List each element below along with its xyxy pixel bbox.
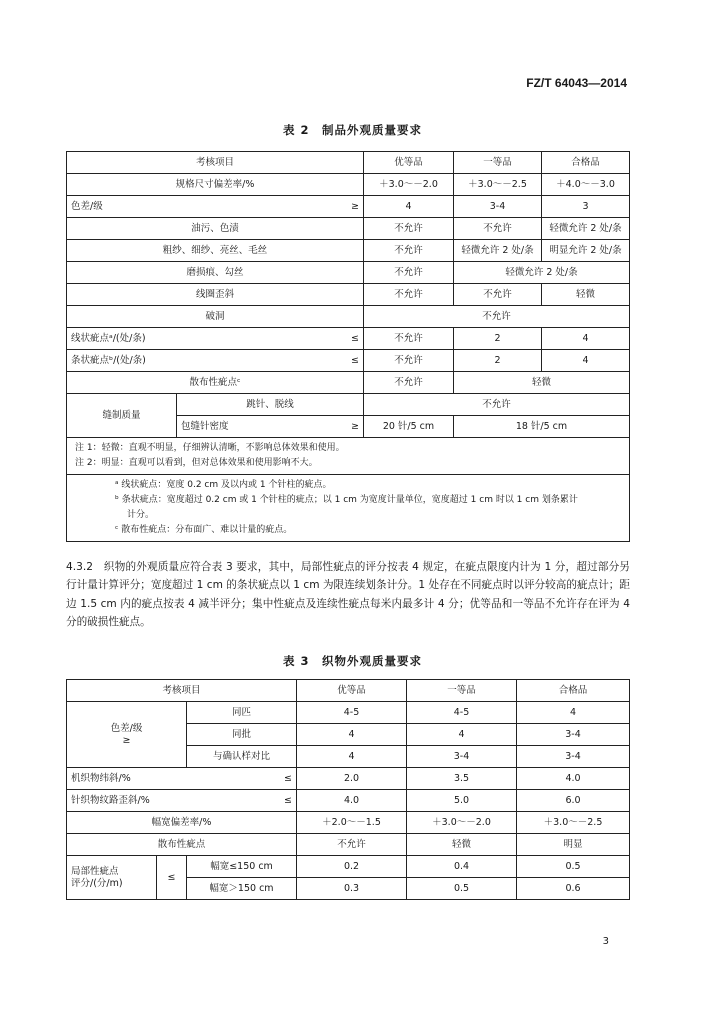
row-label: 同匹 <box>187 702 297 724</box>
row-label: 跳针、脱线 <box>177 394 364 416</box>
footnote: ᵃ 线状疵点：宽度 0.2 cm 及以内或 1 个针柱的疵点。 <box>115 480 332 490</box>
table-cell: ＋3.0～－2.5 <box>454 174 542 196</box>
row-label <box>177 416 364 438</box>
column-header: 一等品 <box>454 152 542 174</box>
table-cell: 轻微允许 2 处/条 <box>542 218 630 240</box>
row-label: 散布性疵点ᶜ <box>67 372 364 394</box>
table-cell: 3-4 <box>517 724 630 746</box>
table-cell: ＋3.0～－2.0 <box>407 812 517 834</box>
comparison-symbol: ≤ <box>157 856 187 900</box>
table-cell: 不允许 <box>454 218 542 240</box>
paragraph-4-3-2 <box>66 558 630 632</box>
row-label: 幅宽≤150 cm <box>187 856 297 878</box>
row-label <box>67 350 364 372</box>
column-header: 考核项目 <box>67 152 364 174</box>
table-cell: 不允许 <box>454 284 542 306</box>
table-cell: 明显 <box>517 834 630 856</box>
table-cell: 3-4 <box>454 196 542 218</box>
standard-code: FZ/T 64043—2014 <box>526 76 627 90</box>
table-cell: 3 <box>542 196 630 218</box>
table-row <box>67 812 630 834</box>
table-cell: ＋3.0～－2.5 <box>517 812 630 834</box>
table-cell: 3-4 <box>517 746 630 768</box>
footnote: 计分。 <box>127 510 155 520</box>
table-2-caption: 表 2 制品外观质量要求 <box>282 123 422 137</box>
comparison-symbol: ≥ <box>351 200 359 212</box>
table-cell: 不允许 <box>364 218 454 240</box>
row-label <box>67 768 297 790</box>
table-cell: 2 <box>454 350 542 372</box>
table-row <box>67 284 630 306</box>
table-cell: 0.5 <box>407 878 517 900</box>
column-header: 优等品 <box>364 152 454 174</box>
table-cell: 4-5 <box>407 702 517 724</box>
column-header: 一等品 <box>407 680 517 702</box>
table-cell: 不允许 <box>364 306 630 328</box>
table-row <box>67 350 630 372</box>
row-label-text: 针织物纹路歪斜/% <box>71 794 150 806</box>
table-cell: 不允许 <box>364 350 454 372</box>
row-label: 幅宽偏差率/% <box>67 812 297 834</box>
table-cell: 18 针/5 cm <box>454 416 630 438</box>
table-cell: 不允许 <box>297 834 407 856</box>
row-label: 油污、色渍 <box>67 218 364 240</box>
footnote: ᶜ 散布性疵点：分布面广、难以计量的疵点。 <box>115 525 293 535</box>
footnote: ᵇ 条状疵点：宽度超过 0.2 cm 或 1 个针柱的疵点；以 1 cm 为宽度计量单位，宽度超过 1 cm 时以 1 cm 划条累计 <box>115 495 578 505</box>
row-label-text: 局部性疵点 <box>71 866 119 878</box>
row-label: 缝制质量 <box>67 394 177 438</box>
table-row <box>67 372 630 394</box>
table-cell: 2.0 <box>297 768 407 790</box>
table-cell: ＋3.0～－2.0 <box>364 174 454 196</box>
page-number: 3 <box>602 936 609 947</box>
table-row <box>67 196 630 218</box>
row-label-text: 机织物纬斜/% <box>71 772 131 784</box>
table-cell: 不允许 <box>364 372 454 394</box>
row-label-text: 评分/(分/m) <box>71 877 123 889</box>
row-label-text: 色差/级 <box>71 200 103 212</box>
table-cell: 轻微 <box>407 834 517 856</box>
column-header: 优等品 <box>297 680 407 702</box>
row-label: 与确认样对比 <box>187 746 297 768</box>
table-cell: 不允许 <box>364 394 630 416</box>
table-cell: 轻微 <box>542 284 630 306</box>
row-label-text: 包缝针密度 <box>181 420 229 432</box>
table-row <box>67 240 630 262</box>
row-label: 线圈歪斜 <box>67 284 364 306</box>
table-row <box>67 394 630 416</box>
table-row <box>67 856 630 878</box>
note: 注 1：轻微：直观不明显，仔细辨认清晰，不影响总体效果和使用。 <box>75 443 345 453</box>
table-cell: 4 <box>517 702 630 724</box>
comparison-symbol: ≥ <box>351 420 359 432</box>
note: 注 2：明显：直观可以看到，但对总体效果和使用影响不大。 <box>75 458 318 468</box>
table-cell: 明显允许 2 处/条 <box>542 240 630 262</box>
row-label <box>67 196 364 218</box>
table-cell: 4 <box>297 724 407 746</box>
table-row <box>67 218 630 240</box>
comparison-symbol: ≤ <box>284 772 292 784</box>
table-cell: 轻微允许 2 处/条 <box>454 240 542 262</box>
table-cell: 5.0 <box>407 790 517 812</box>
table-cell: ＋2.0～－1.5 <box>297 812 407 834</box>
table-cell: ＋4.0～－3.0 <box>542 174 630 196</box>
clause-text: 织物的外观质量应符合表 3 要求，其中，局部性疵点的评分按表 4 规定，在疵点限度内计为 1 分，超过部分另行计量计算评分；宽度超过 1 cm 的条状疵点以 1 cm 为限连续划条计分。1 处存在不同疵点时以评分较高的疵点计；距边 1.5 cm 内的疵点按表 4 减半评分；集中性疵点及连续性疵点每米内最多计 4 分；优等品和一等品不允许存在评为 4 分的破损性疵点。 <box>66 561 631 629</box>
table-cell: 6.0 <box>517 790 630 812</box>
table-row <box>67 790 630 812</box>
table-cell: 0.5 <box>517 856 630 878</box>
row-label <box>67 790 297 812</box>
table-cell: 4 <box>542 350 630 372</box>
table-cell: 3-4 <box>407 746 517 768</box>
table-cell: 20 针/5 cm <box>364 416 454 438</box>
column-header: 考核项目 <box>67 680 297 702</box>
table-cell: 不允许 <box>364 262 454 284</box>
table-cell: 不允许 <box>364 328 454 350</box>
table-row <box>67 174 630 196</box>
table-3 <box>66 679 630 900</box>
table-cell: 2 <box>454 328 542 350</box>
column-header: 合格品 <box>517 680 630 702</box>
table-2 <box>66 151 630 542</box>
row-label-text: 色差/级 <box>110 723 143 735</box>
table-row <box>67 262 630 284</box>
table-row <box>67 680 630 702</box>
table-notes-row <box>67 438 630 475</box>
table-row <box>67 152 630 174</box>
table-3-caption: 表 3 织物外观质量要求 <box>282 654 422 668</box>
row-label <box>67 328 364 350</box>
row-label: 规格尺寸偏差率/% <box>67 174 364 196</box>
table-notes <box>67 438 630 475</box>
row-label: 磨损痕、勾丝 <box>67 262 364 284</box>
table-cell: 0.6 <box>517 878 630 900</box>
table-cell: 4 <box>364 196 454 218</box>
table-row <box>67 328 630 350</box>
table-cell: 不允许 <box>364 284 454 306</box>
table-cell: 4-5 <box>297 702 407 724</box>
table-row <box>67 834 630 856</box>
comparison-symbol: ≤ <box>351 354 359 366</box>
table-footnotes <box>67 475 630 542</box>
table-cell: 不允许 <box>364 240 454 262</box>
comparison-symbol: ≥ <box>122 734 131 746</box>
table-row <box>67 306 630 328</box>
table-cell: 3.5 <box>407 768 517 790</box>
table-footnotes-row <box>67 475 630 542</box>
table-row <box>67 702 630 724</box>
table-row <box>67 768 630 790</box>
table-cell: 轻微 <box>454 372 630 394</box>
table-cell: 4 <box>407 724 517 746</box>
table-cell: 4.0 <box>297 790 407 812</box>
table-cell: 0.2 <box>297 856 407 878</box>
table-cell: 4 <box>297 746 407 768</box>
clause-number: 4.3.2 <box>66 561 93 573</box>
table-cell: 0.3 <box>297 878 407 900</box>
row-label-text: 条状疵点ᵇ/(处/条) <box>71 354 146 366</box>
row-label: 同批 <box>187 724 297 746</box>
table-cell: 4.0 <box>517 768 630 790</box>
row-label: 破洞 <box>67 306 364 328</box>
row-label-text: 线状疵点ᵃ/(处/条) <box>71 332 146 344</box>
table-cell: 轻微允许 2 处/条 <box>454 262 630 284</box>
column-header: 合格品 <box>542 152 630 174</box>
comparison-symbol: ≤ <box>284 794 292 806</box>
table-cell: 0.4 <box>407 856 517 878</box>
row-label <box>67 702 187 768</box>
row-label <box>67 856 157 900</box>
comparison-symbol: ≤ <box>351 332 359 344</box>
row-label: 粗纱、细纱、亮丝、毛丝 <box>67 240 364 262</box>
table-cell: 4 <box>542 328 630 350</box>
row-label: 散布性疵点 <box>67 834 297 856</box>
row-label: 幅宽＞150 cm <box>187 878 297 900</box>
